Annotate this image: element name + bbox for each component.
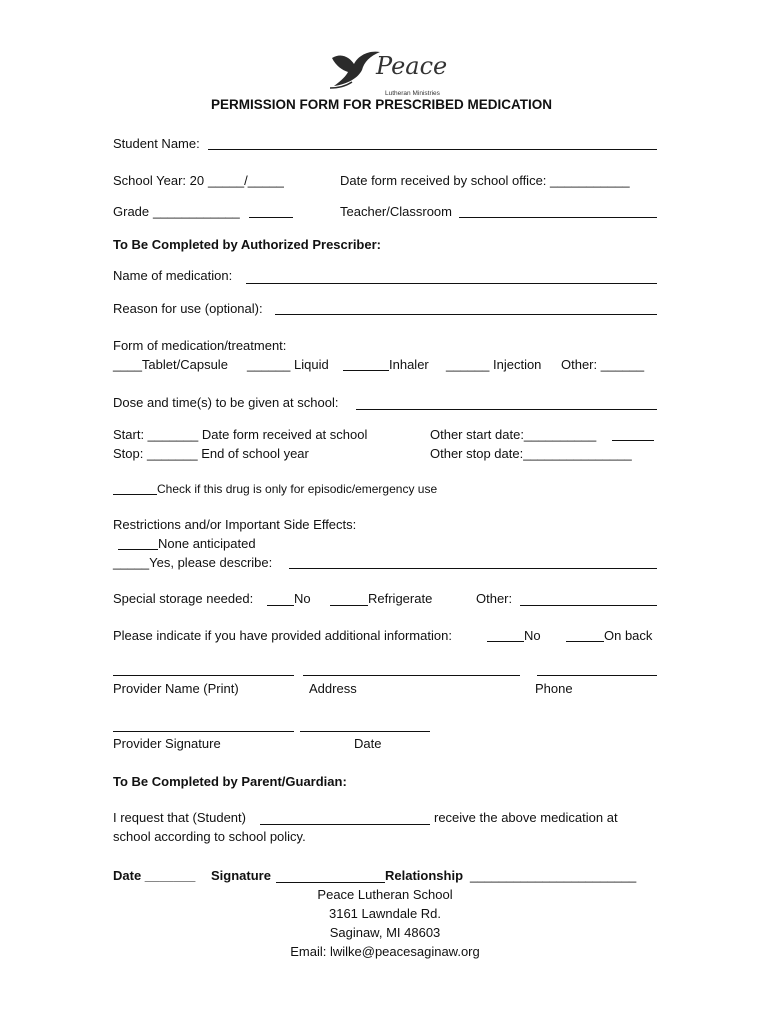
additional-no-blank[interactable]	[487, 641, 524, 642]
prescriber-heading: To Be Completed by Authorized Prescriber:	[113, 237, 381, 252]
logo-subtitle: Lutheran Ministries	[385, 90, 440, 97]
none-anticipated-label: None anticipated	[158, 536, 256, 551]
additional-on-back-blank[interactable]	[566, 641, 604, 642]
grade-field-extra[interactable]	[249, 217, 293, 218]
additional-info-label: Please indicate if you have provided additional information:	[113, 628, 452, 643]
parent-heading: To Be Completed by Parent/Guardian:	[113, 774, 347, 789]
student-name-label: Student Name:	[113, 136, 200, 151]
form-inhaler-blank[interactable]	[343, 370, 389, 371]
student-name-field[interactable]	[208, 149, 657, 150]
provider-name-field[interactable]	[113, 675, 294, 676]
school-year-label: School Year: 20	[113, 173, 205, 188]
form-liquid-option[interactable]: ______ Liquid	[247, 357, 329, 372]
stop-label[interactable]: Stop: _______ End of school year	[113, 446, 309, 461]
form-label: Form of medication/treatment:	[113, 338, 287, 353]
parent-date-label[interactable]: Date _______	[113, 868, 196, 883]
form-injection-option[interactable]: ______ Injection	[446, 357, 542, 372]
other-start-field-extra[interactable]	[612, 440, 654, 441]
parent-signature-field[interactable]	[276, 882, 385, 883]
parent-signature-label: Signature	[211, 868, 271, 883]
episodic-checkbox-blank[interactable]	[113, 494, 157, 495]
provider-signature-field[interactable]	[113, 731, 294, 732]
form-other-option[interactable]: Other: ______	[561, 357, 645, 372]
footer-city: Saginaw, MI 48603	[329, 925, 441, 940]
footer-email[interactable]: Email: lwilke@peacesaginaw.org	[290, 944, 480, 959]
storage-other-field[interactable]	[520, 605, 657, 606]
request-text-end: receive the above medication at	[434, 810, 618, 825]
additional-on-back-label: On back	[604, 628, 653, 643]
storage-other-label: Other:	[476, 591, 513, 606]
episodic-label: Check if this drug is only for episodic/emergency use	[157, 482, 438, 496]
storage-refrigerate-label: Refrigerate	[368, 591, 433, 606]
storage-label: Special storage needed:	[113, 591, 254, 606]
yes-describe-label[interactable]: _____Yes, please describe:	[113, 555, 273, 570]
footer-street: 3161 Lawndale Rd.	[328, 906, 442, 921]
student-request-field[interactable]	[260, 824, 430, 825]
provider-date-field[interactable]	[300, 731, 430, 732]
logo-wordmark: Peace	[376, 52, 448, 80]
school-year-field[interactable]: _____/_____	[208, 173, 284, 188]
reason-label: Reason for use (optional):	[113, 301, 263, 316]
request-text-policy: school according to school policy.	[113, 829, 306, 844]
medication-name-label: Name of medication:	[113, 268, 233, 283]
restrictions-label: Restrictions and/or Important Side Effects:	[113, 517, 357, 532]
additional-no-label: No	[524, 628, 541, 643]
form-title: PERMISSION FORM FOR PRESCRIBED MEDICATION	[211, 97, 553, 112]
storage-no-blank[interactable]	[267, 605, 294, 606]
provider-name-label: Provider Name (Print)	[113, 681, 239, 696]
medication-name-field[interactable]	[246, 283, 657, 284]
dose-label: Dose and time(s) to be given at school:	[113, 395, 339, 410]
form-inhaler-option[interactable]: Inhaler	[389, 357, 429, 372]
teacher-field[interactable]	[459, 217, 657, 218]
form-tablet-option[interactable]: ____Tablet/Capsule	[113, 357, 228, 372]
dose-field[interactable]	[356, 409, 657, 410]
request-text-start: I request that (Student)	[113, 810, 246, 825]
grade-label: Grade	[113, 204, 150, 219]
side-effects-field[interactable]	[289, 568, 657, 569]
storage-no-label: No	[294, 591, 311, 606]
grade-field[interactable]: ____________	[153, 204, 240, 219]
address-field[interactable]	[303, 675, 520, 676]
none-anticipated-blank[interactable]	[118, 549, 158, 550]
storage-refrigerate-blank[interactable]	[330, 605, 368, 606]
other-start-label[interactable]: Other start date:__________	[430, 427, 597, 442]
other-stop-label[interactable]: Other stop date:_______________	[430, 446, 632, 461]
start-label[interactable]: Start: _______ Date form received at school	[113, 427, 368, 442]
reason-field[interactable]	[275, 314, 657, 315]
phone-field[interactable]	[537, 675, 657, 676]
footer-school-name: Peace Lutheran School	[317, 887, 453, 902]
provider-signature-label: Provider Signature	[113, 736, 221, 751]
address-label: Address	[309, 681, 357, 696]
provider-date-label: Date	[354, 736, 382, 751]
teacher-label: Teacher/Classroom	[340, 204, 452, 219]
date-received-label: Date form received by school office: ___________	[340, 173, 630, 188]
parent-relationship-label: Relationship	[385, 868, 464, 883]
parent-relationship-field[interactable]: _______________________	[470, 868, 637, 883]
phone-label: Phone	[535, 681, 573, 696]
